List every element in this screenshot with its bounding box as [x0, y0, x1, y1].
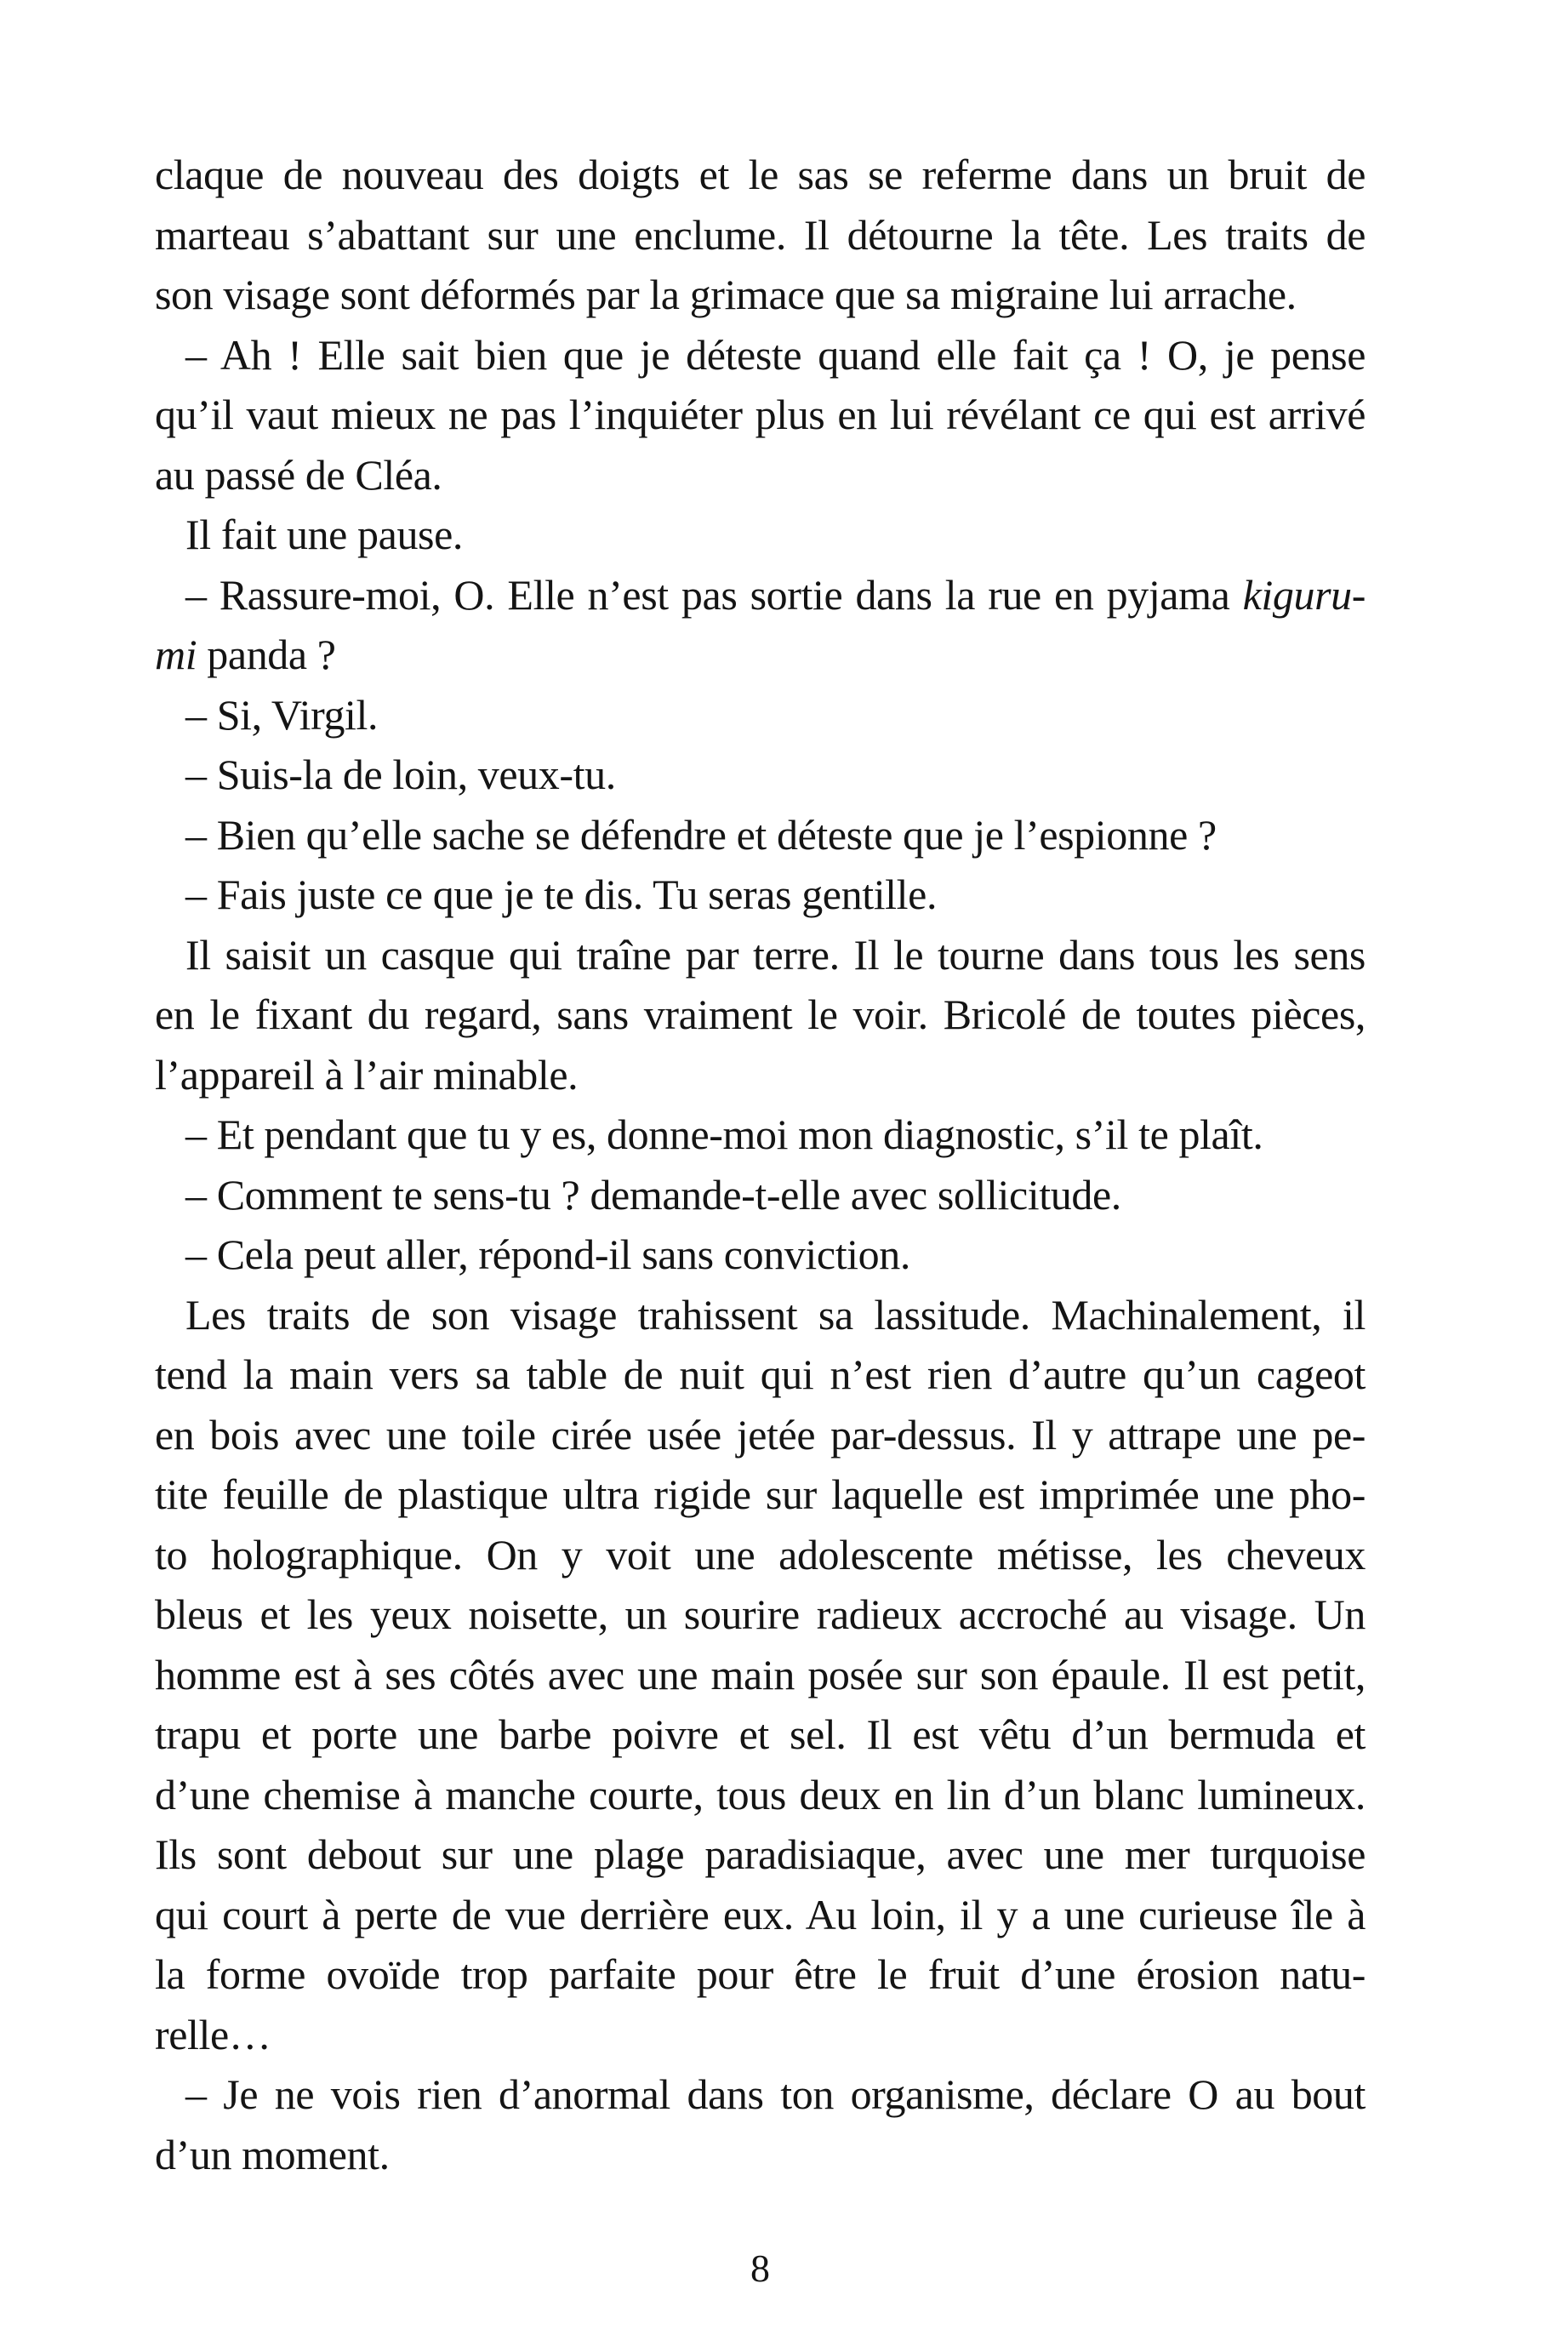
- text-segment: marteau s’abattant sur une enclume. Il détourne la tête. Les traits de: [155, 210, 1366, 259]
- text-segment: d’une chemise à manche courte, tous deux en lin d’un blanc lumineux.: [155, 1770, 1366, 1818]
- paragraph: [155, 805, 1366, 865]
- text-segment: d’un moment.: [155, 2130, 390, 2178]
- text-line: [155, 265, 1366, 325]
- text-segment: Il saisit un casque qui traîne par terre. Il le tourne dans tous les sens: [185, 930, 1366, 979]
- text-line: [155, 1045, 1366, 1105]
- text-segment: Il fait une pause.: [185, 511, 464, 558]
- text-line: [155, 985, 1366, 1045]
- text-line: [155, 1824, 1366, 1885]
- text-line: [155, 325, 1366, 385]
- text-segment: en le fixant du regard, sans vraiment le voir. Bricolé de toutes pièces,: [155, 990, 1366, 1038]
- text-segment: Ils sont debout sur une plage paradisiaque, avec une mer turquoise: [155, 1830, 1366, 1878]
- text-line: [155, 925, 1366, 985]
- text-line: [155, 1464, 1366, 1525]
- text-line: [155, 445, 1366, 505]
- text-line: [155, 1944, 1366, 2005]
- paragraph: [155, 2064, 1366, 2184]
- text-segment: – Et pendant que tu y es, donne-moi mon diagnostic, s’il te plaît.: [185, 1110, 1263, 1158]
- paragraph: [155, 145, 1366, 325]
- text-segment: au passé de Cléa.: [155, 450, 442, 499]
- text-block: [155, 145, 1366, 2184]
- text-segment: – Suis-la de loin, veux-tu.: [185, 751, 616, 798]
- text-segment: bleus et les yeux noisette, un sourire radieux accroché au visage. Un: [155, 1590, 1366, 1638]
- text-line: [155, 1885, 1366, 1945]
- text-line: [155, 2064, 1366, 2125]
- text-line: [155, 145, 1366, 205]
- text-line: [155, 1584, 1366, 1645]
- text-segment: qu’il vaut mieux ne pas l’inquiéter plus en lui révélant ce qui est arrivé: [155, 391, 1366, 438]
- text-line: [155, 1704, 1366, 1765]
- text-line: [155, 2125, 1366, 2185]
- text-segment: trapu et porte une barbe poivre et sel. Il est vêtu d’un bermuda et: [155, 1710, 1366, 1758]
- text-segment: – Si, Virgil.: [185, 690, 379, 739]
- text-segment: Les traits de son visage trahissent sa lassitude. Machinalement, il: [185, 1290, 1366, 1339]
- text-segment: – Cela peut aller, répond-il sans conviction.: [185, 1230, 910, 1278]
- text-segment: relle…: [155, 2010, 271, 2058]
- text-line: [155, 625, 1366, 685]
- italic-text-segment: kiguru-: [1242, 570, 1366, 619]
- paragraph: [155, 1285, 1366, 2065]
- text-line: [155, 805, 1366, 865]
- text-segment: la forme ovoïde trop parfaite pour être le fruit d’une érosion natu-: [155, 1950, 1366, 1998]
- text-segment: homme est à ses côtés avec une main posée sur son épaule. Il est petit,: [155, 1650, 1366, 1698]
- text-line: [155, 1225, 1366, 1285]
- text-segment: qui court à perte de vue derrière eux. Au loin, il y a une curieuse île à: [155, 1890, 1366, 1938]
- text-line: [155, 2005, 1366, 2065]
- text-segment: tite feuille de plastique ultra rigide sur laquelle est imprimée une pho-: [155, 1470, 1366, 1518]
- text-line: [155, 685, 1366, 745]
- paragraph: [155, 1165, 1366, 1225]
- text-line: [155, 1645, 1366, 1705]
- text-segment: son visage sont déformés par la grimace que sa migraine lui arrache.: [155, 271, 1297, 318]
- paragraph: [155, 505, 1366, 565]
- text-line: [155, 865, 1366, 925]
- text-segment: to holographique. On y voit une adolescente métisse, les cheveux: [155, 1530, 1366, 1578]
- text-segment: – Rassure-moi, O. Elle n’est pas sortie dans la rue en pyjama: [185, 570, 1243, 619]
- text-line: [155, 1105, 1366, 1165]
- text-segment: – Je ne vois rien d’anormal dans ton organisme, déclare O au bout: [185, 2070, 1366, 2118]
- paragraph: [155, 745, 1366, 805]
- paragraph: [155, 925, 1366, 1105]
- text-line: [155, 205, 1366, 265]
- italic-text-segment: mi: [155, 631, 197, 678]
- page-number: 8: [750, 2246, 770, 2290]
- paragraph: [155, 565, 1366, 685]
- text-line: [155, 565, 1366, 625]
- text-segment: en bois avec une toile cirée usée jetée par-dessus. Il y attrape une pe-: [155, 1410, 1366, 1459]
- text-line: [155, 1765, 1366, 1825]
- text-line: [155, 1405, 1366, 1465]
- text-segment: – Comment te sens-tu ? demande-t-elle avec sollicitude.: [185, 1170, 1121, 1219]
- paragraph: [155, 1225, 1366, 1285]
- text-line: [155, 385, 1366, 445]
- paragraph: [155, 325, 1366, 505]
- text-line: [155, 505, 1366, 565]
- text-segment: – Ah ! Elle sait bien que je déteste quand elle fait ça ! O, je pense: [185, 330, 1366, 379]
- text-segment: – Fais juste ce que je te dis. Tu seras gentille.: [185, 871, 938, 918]
- text-line: [155, 1344, 1366, 1405]
- text-line: [155, 1525, 1366, 1585]
- text-segment: tend la main vers sa table de nuit qui n’est rien d’autre qu’un cageot: [155, 1350, 1366, 1398]
- text-segment: l’appareil à l’air minable.: [155, 1050, 579, 1099]
- text-line: [155, 745, 1366, 805]
- text-segment: claque de nouveau des doigts et le sas se referme dans un bruit de: [155, 151, 1366, 198]
- text-segment: panda ?: [197, 631, 336, 678]
- paragraph: [155, 865, 1366, 925]
- text-line: [155, 1285, 1366, 1345]
- paragraph: [155, 685, 1366, 745]
- paragraph: [155, 1105, 1366, 1165]
- text-line: [155, 1165, 1366, 1225]
- text-segment: – Bien qu’elle sache se défendre et déteste que je l’espionne ?: [185, 810, 1217, 859]
